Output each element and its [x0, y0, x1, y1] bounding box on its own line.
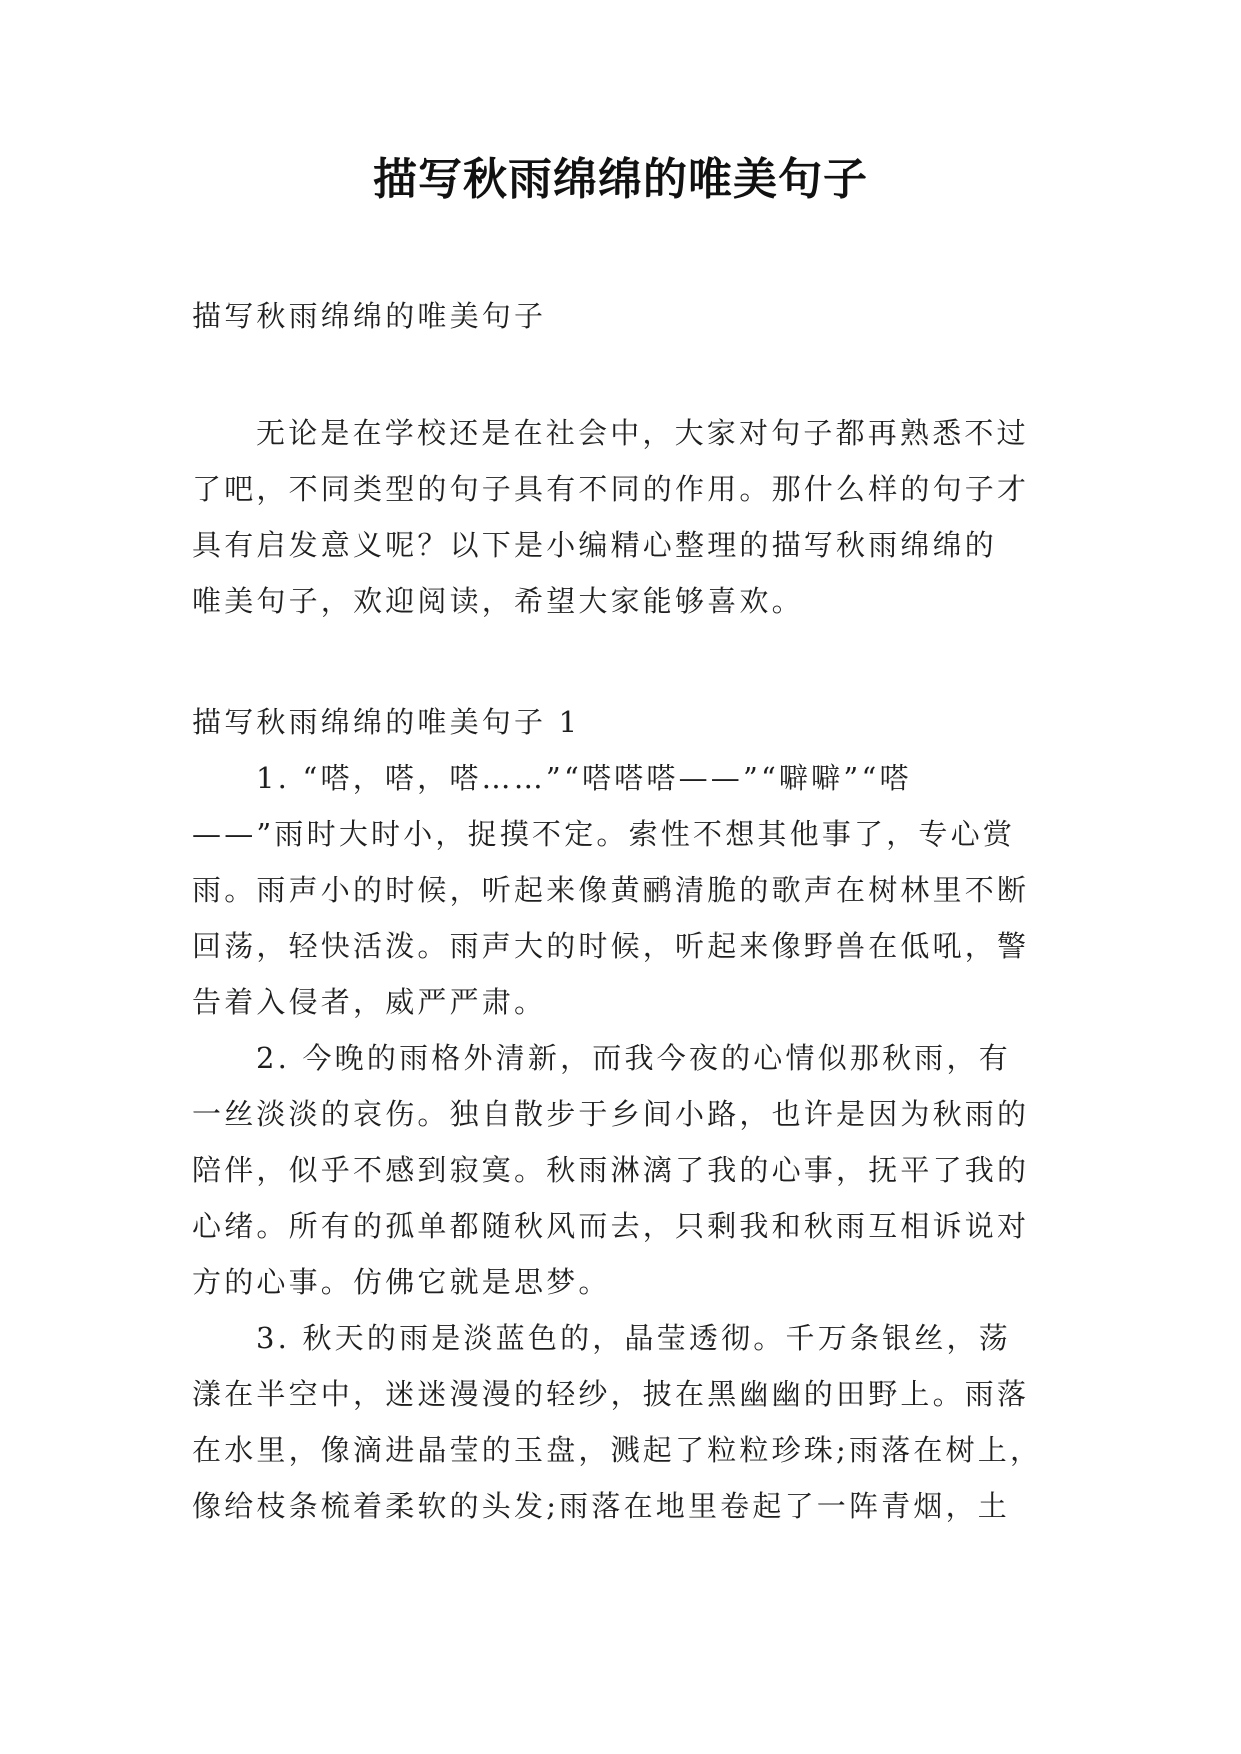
document-title: 描写秋雨绵绵的唯美句子: [373, 154, 868, 205]
item-2-line: 陪伴，似乎不感到寂寞。秋雨淋漓了我的心事，抚平了我的: [192, 1153, 1030, 1187]
item-3-line: 像给枝条梳着柔软的头发;雨落在地里卷起了一阵青烟，土: [192, 1489, 1010, 1523]
item-3-line: 3. 秋天的雨是淡蓝色的，晶莹透彻。千万条银丝，荡: [256, 1321, 1011, 1355]
item-2-line: 一丝淡淡的哀伤。独自散步于乡间小路，也许是因为秋雨的: [192, 1097, 1030, 1131]
item-2-line: 方的心事。仿佛它就是思梦。: [192, 1265, 611, 1299]
intro-line: 唯美句子，欢迎阅读，希望大家能够喜欢。: [192, 584, 804, 618]
intro-line: 无论是在学校还是在社会中，大家对句子都再熟悉不过: [256, 416, 1029, 450]
item-1-line: 告着入侵者，威严严肃。: [192, 985, 547, 1019]
item-2-line: 2. 今晚的雨格外清新，而我今夜的心情似那秋雨，有: [256, 1041, 1011, 1075]
intro-paragraph: [192, 405, 1052, 629]
item-1-line: 雨。雨声小的时候，听起来像黄鹂清脆的歌声在树林里不断: [192, 873, 1030, 907]
item-3-line: 在水里，像滴进晶莹的玉盘，溅起了粒粒珍珠;雨落在树上，: [192, 1433, 1043, 1467]
sentence-list: [192, 750, 1052, 1534]
intro-line: 具有启发意义呢？以下是小编精心整理的描写秋雨绵绵的: [192, 528, 998, 562]
document-subtitle: 描写秋雨绵绵的唯美句子: [192, 299, 547, 333]
section-heading: 描写秋雨绵绵的唯美句子 1: [192, 705, 581, 739]
item-1-line: ——”雨时大时小，捉摸不定。索性不想其他事了，专心赏: [192, 817, 1016, 851]
intro-line: 了吧，不同类型的句子具有不同的作用。那什么样的句子才: [192, 472, 1030, 506]
item-1-line: 1. “嗒，嗒，嗒……”“嗒嗒嗒——”“噼噼”“嗒: [256, 761, 912, 795]
item-2-line: 心绪。所有的孤单都随秋风而去，只剩我和秋雨互相诉说对: [192, 1209, 1030, 1243]
item-3-line: 漾在半空中，迷迷漫漫的轻纱，披在黑幽幽的田野上。雨落: [192, 1377, 1030, 1411]
item-1-line: 回荡，轻快活泼。雨声大的时候，听起来像野兽在低吼，警: [192, 929, 1030, 963]
